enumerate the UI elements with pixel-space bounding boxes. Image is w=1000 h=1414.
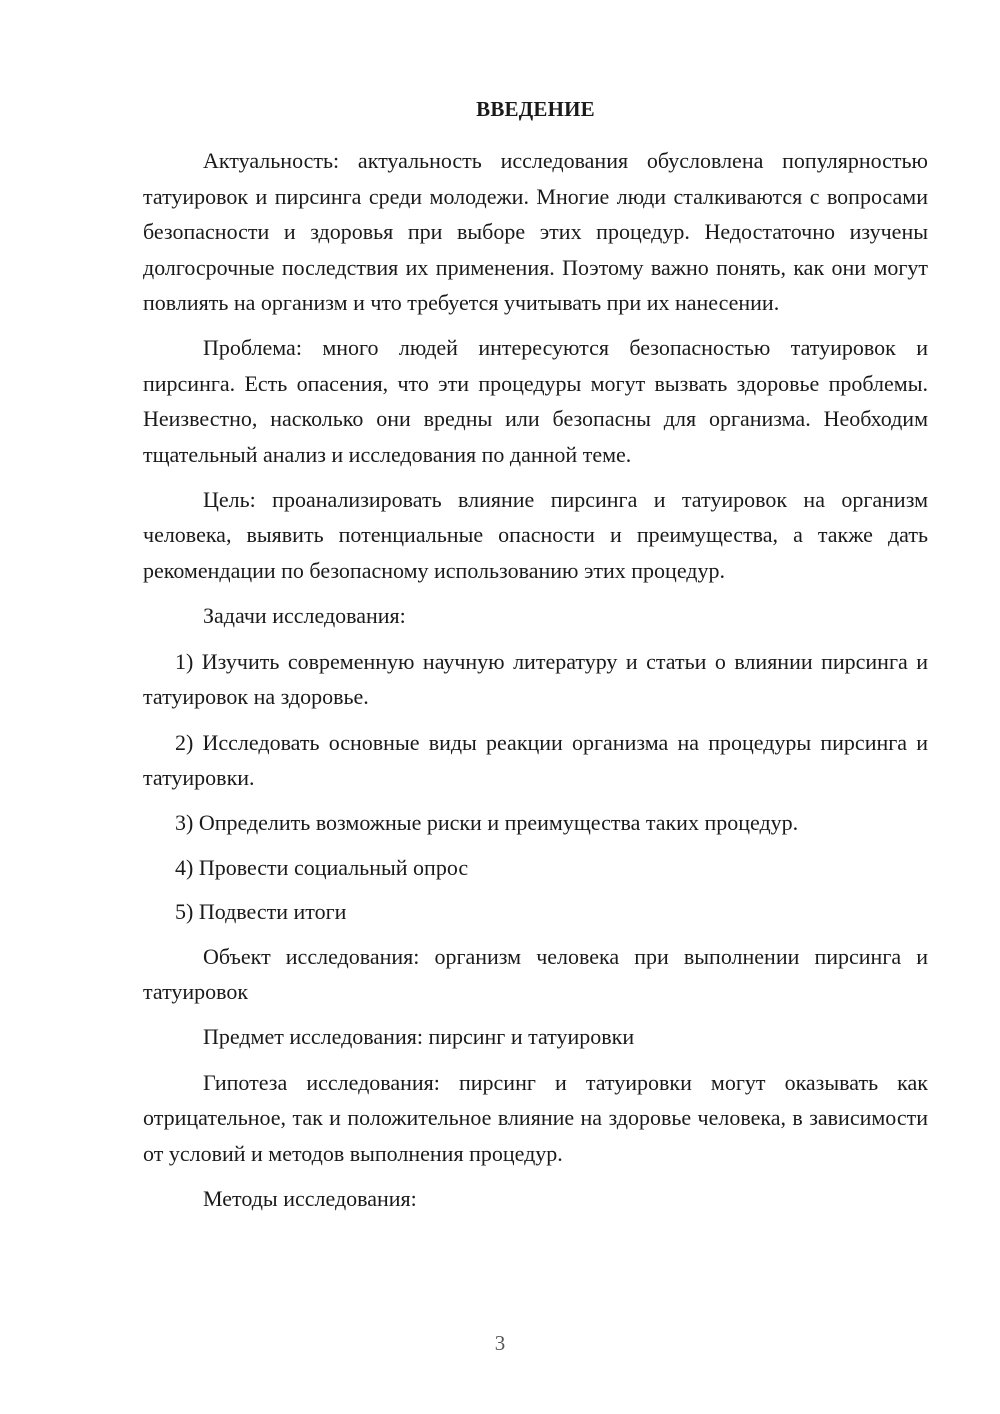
paragraph-object: Объект исследования: организм человека при выполнении пирсинга и татуировок <box>143 943 928 1004</box>
page-title: ВВЕДЕНИЕ <box>476 97 595 121</box>
task-item-5: 5) Подвести итоги <box>175 899 347 925</box>
task-item-2: 2) Исследовать основные виды реакции организма на процедуры пирсинга и татуировки. <box>143 729 928 790</box>
paragraph-goal: Цель: проанализировать влияние пирсинга и татуировок на организм человека, выявить потенциальные опасности и преимущества, а также дать рекомендации по безопасному использованию этих процедур. <box>143 487 928 583</box>
task-item-3: 3) Определить возможные риски и преимущества таких процедур. <box>175 810 799 836</box>
page-number: 3 <box>494 1331 506 1355</box>
task-item-1: 1) Изучить современную научную литературу и статьи о влиянии пирсинга и татуировок на здоровье. <box>143 648 928 710</box>
tasks-heading: Задачи исследования: <box>203 603 406 629</box>
task-item-4: 4) Провести социальный опрос <box>175 854 469 880</box>
paragraph-relevance: Актуальность: актуальность исследования обусловлена популярностью татуировок и пирсинга среди молодежи. Многие люди сталкиваются с вопросами безопасности и здоровья при выборе этих процедур. Недостаточно изучены долгосрочные последствия их применения. Поэтому важно понять, как они могут повлиять на организм и что требуется учитывать при их нанесении. <box>143 148 928 316</box>
document-body <box>143 92 928 1226</box>
methods-heading: Методы исследования: <box>203 1185 417 1211</box>
paragraph-subject: Предмет исследования: пирсинг и татуировки <box>203 1024 635 1050</box>
paragraph-hypothesis: Гипотеза исследования: пирсинг и татуировки могут оказывать как отрицательное, так и положительное влияние на здоровье человека, в зависимости от условий и методов выполнения процедур. <box>143 1069 928 1166</box>
paragraph-problem: Проблема: много людей интересуются безопасностью татуировок и пирсинга. Есть опасения, что эти процедуры могут вызвать здоровье проблемы. Неизвестно, насколько они вредны или безопасны для организма. Необходим тщательный анализ и исследования по данной теме. <box>143 335 928 467</box>
